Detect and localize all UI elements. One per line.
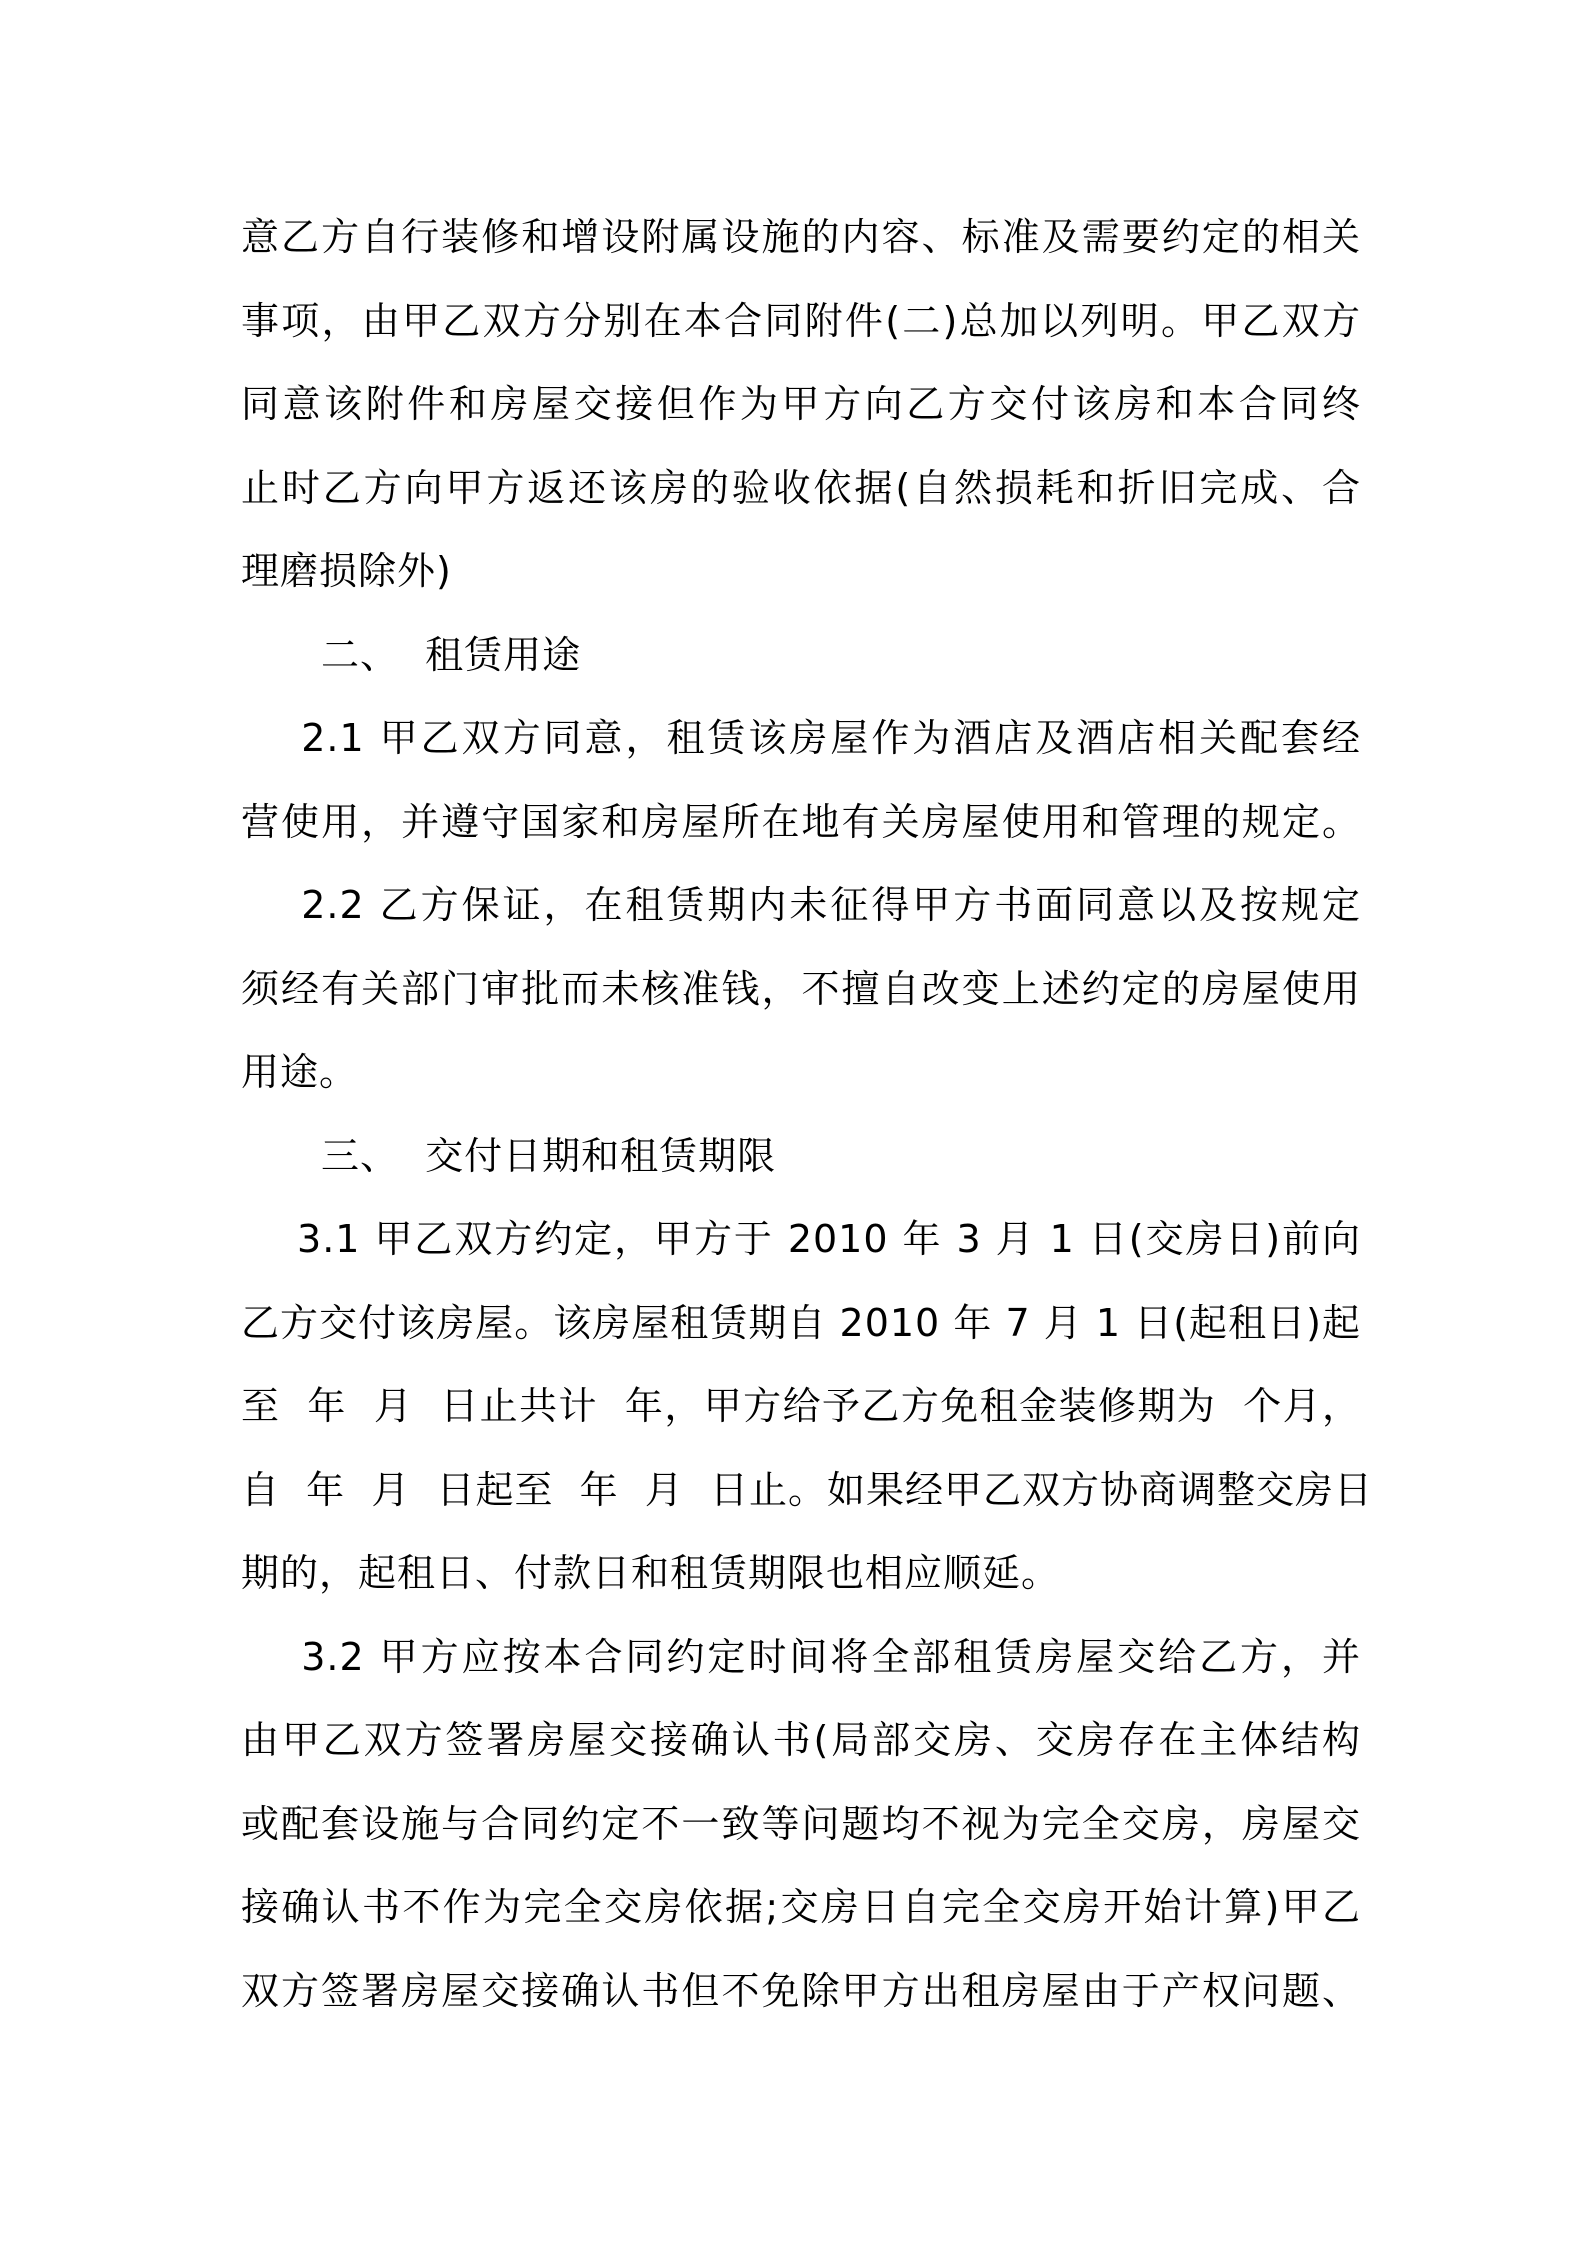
text-line: 理磨损除外) (241, 549, 452, 593)
text-line: 双方签署房屋交接确认书但不免除甲方出租房屋由于产权问题、 (241, 1968, 1361, 2013)
text-line: 或配套设施与合同约定不一致等问题均不视为完全交房，房屋交 (241, 1801, 1361, 1846)
text-line: 3.2 甲方应按本合同约定时间将全部租赁房屋交给乙方，并 (241, 1634, 1361, 1679)
document-body (241, 196, 1373, 2033)
text-line: 至 年 月 日止共计 年，甲方给予乙方免租金装修期为 个月， (241, 1384, 1361, 1428)
text-line: 意乙方自行装修和增设附属设施的内容、标准及需要约定的相关 (241, 215, 1361, 259)
text-line: 2.1 甲乙双方同意，租赁该房屋作为酒店及酒店相关配套经 (241, 716, 1361, 760)
text-line: 3.1 甲乙双方约定，甲方于 2010 年 3 月 1 日(交房日)前向 (241, 1217, 1361, 1261)
text-line: 用途。 (241, 1050, 359, 1094)
text-line: 接确认书不作为完全交房依据;交房日自完全交房开始计算)甲乙 (241, 1885, 1361, 1929)
text-line: 乙方交付该房屋。该房屋租赁期自 2010 年 7 月 1 日(起租日)起 (241, 1300, 1361, 1345)
text-line: 期的，起租日、付款日和租赁期限也相应顺延。 (241, 1551, 1061, 1595)
text-line: 事项，由甲乙双方分别在本合同附件(二)总加以列明。甲乙双方 (241, 298, 1361, 343)
text-line: 2.2 乙方保证，在租赁期内未征得甲方书面同意以及按规定 (241, 883, 1361, 927)
text-line: 营使用，并遵守国家和房屋所在地有关房屋使用和管理的规定。 (241, 799, 1361, 844)
text-line: 同意该附件和房屋交接但作为甲方向乙方交付该房和本合同终 (241, 382, 1361, 426)
text-line: 自 年 月 日起至 年 月 日止。如果经甲乙双方协商调整交房日 (241, 1467, 1373, 1512)
text-line: 止时乙方向甲方返还该房的验收依据(自然损耗和折旧完成、合 (241, 465, 1361, 510)
section-heading: 二、 租赁用途 (321, 632, 582, 677)
text-line: 须经有关部门审批而未核准钱，不擅自改变上述约定的房屋使用 (241, 966, 1361, 1011)
text-line: 由甲乙双方签署房屋交接确认书(局部交房、交房存在主体结构 (241, 1718, 1361, 1762)
section-heading: 三、 交付日期和租赁期限 (321, 1133, 777, 1178)
